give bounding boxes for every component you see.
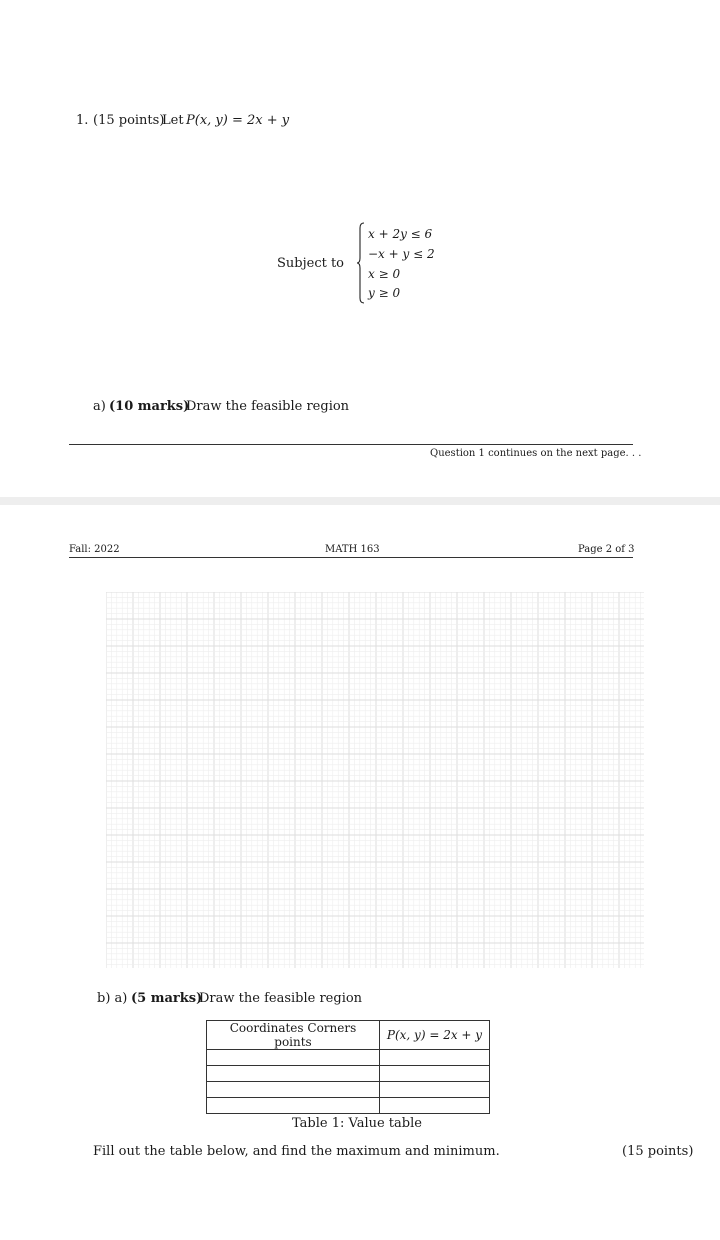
table-row[interactable] [207, 1082, 490, 1098]
table-cell-corner[interactable] [207, 1066, 380, 1082]
table-caption: Table 1: Value table [292, 1116, 422, 1131]
part-a-marks: (10 marks) [109, 399, 190, 414]
table-cell-corner[interactable] [207, 1098, 380, 1114]
exam-page-1 [0, 0, 720, 497]
constraint-1: x + 2y ≤ 6 [368, 227, 433, 241]
header-term: Fall: 2022 [69, 544, 120, 555]
part-a-text: Draw the feasible region [186, 399, 350, 414]
table-cell-value[interactable] [380, 1050, 490, 1066]
header-course: MATH 163 [325, 544, 380, 555]
table-row[interactable] [207, 1050, 490, 1066]
footer-rule [69, 444, 633, 445]
table-cell-corner[interactable] [207, 1082, 380, 1098]
exam-page-2 [0, 505, 720, 1240]
header-page-number: Page 2 of 3 [578, 544, 635, 555]
constraint-4: y ≥ 0 [368, 286, 401, 300]
table-cell-value[interactable] [380, 1066, 490, 1082]
graph-paper-grid[interactable] [106, 592, 644, 968]
left-brace-icon [357, 222, 365, 304]
objective-function: P(x, y) = 2x + y [186, 113, 290, 128]
table-cell-value[interactable] [380, 1098, 490, 1114]
part-b-prefix: b) a) [97, 991, 128, 1006]
table-row[interactable] [207, 1066, 490, 1082]
question-number: 1. [76, 113, 89, 128]
constraint-3: x ≥ 0 [368, 267, 401, 281]
header-rule [69, 557, 633, 558]
table-header-objective: P(x, y) = 2x + y [380, 1021, 490, 1050]
table-row[interactable] [207, 1098, 490, 1114]
constraint-2: −x + y ≤ 2 [368, 247, 435, 261]
question-points: (15 points) [93, 113, 165, 128]
continues-note: Question 1 continues on the next page. . . [430, 448, 642, 459]
table-cell-corner[interactable] [207, 1050, 380, 1066]
part-b-text: Draw the feasible region [199, 991, 363, 1006]
part-b-marks: (5 marks) [131, 991, 203, 1006]
question-let: Let [162, 113, 184, 128]
subject-to-label: Subject to [277, 256, 345, 271]
fill-points: (15 points) [622, 1144, 694, 1159]
part-a-prefix: a) [93, 399, 106, 414]
fill-instruction: Fill out the table below, and find the maximum and minimum. [93, 1144, 500, 1159]
value-table [206, 1020, 490, 1114]
table-header-corners: Coordinates Corners points [207, 1021, 380, 1050]
page-separator [0, 497, 720, 505]
table-cell-value[interactable] [380, 1082, 490, 1098]
